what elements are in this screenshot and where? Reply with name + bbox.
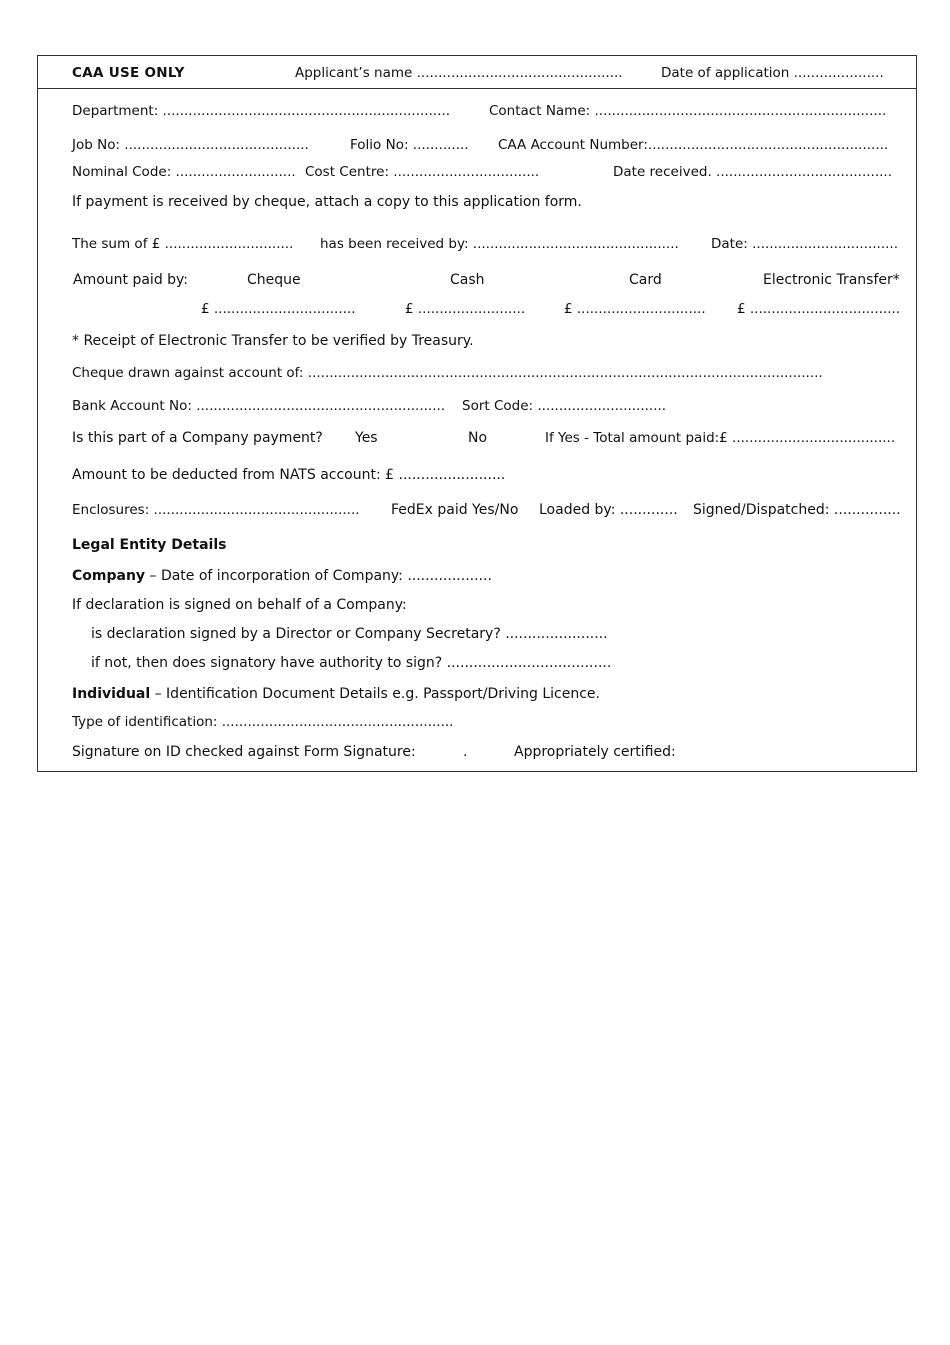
applicant-name-field[interactable]: Applicant’s name ................................................ xyxy=(295,65,623,81)
signatory-authority-field[interactable]: if not, then does signatory have authority to sign? ..................................... xyxy=(91,655,612,671)
method-card: Card xyxy=(629,272,662,288)
received-by-field[interactable]: has been received by: ................................................ xyxy=(320,236,679,252)
sum-field[interactable]: The sum of £ .............................. xyxy=(72,236,294,252)
method-cheque: Cheque xyxy=(247,272,301,288)
individual-label: Individual xyxy=(72,686,151,702)
bank-account-no-field[interactable]: Bank Account No: .......................................................... xyxy=(72,398,446,414)
signed-dispatched-field[interactable]: Signed/Dispatched: ............... xyxy=(693,502,901,518)
cheque-amount-field[interactable]: £ ................................. xyxy=(201,301,356,317)
method-cash: Cash xyxy=(450,272,485,288)
nominal-code-field[interactable]: Nominal Code: ............................ xyxy=(72,164,296,180)
individual-line xyxy=(72,685,600,703)
signature-checked-label: Signature on ID checked against Form Signature: xyxy=(72,744,416,760)
type-of-identification-field[interactable]: Type of identification: ...................................................... xyxy=(72,714,454,730)
cheque-drawn-field[interactable]: Cheque drawn against account of: ........................................................................................................................ xyxy=(72,365,823,381)
cheque-copy-note: If payment is received by cheque, attach a copy to this application form. xyxy=(72,194,582,210)
enclosures-field[interactable]: Enclosures: ................................................ xyxy=(72,502,360,518)
fedex-paid-field[interactable]: FedEx paid Yes/No xyxy=(391,502,519,518)
job-no-field[interactable]: Job No: ........................................... xyxy=(72,137,309,153)
individual-text: – Identification Document Details e.g. Passport/Driving Licence. xyxy=(150,686,600,702)
transfer-amount-field[interactable]: £ ................................... xyxy=(737,301,901,317)
amount-paid-by-label: Amount paid by: xyxy=(73,272,189,288)
behalf-of-company-label: If declaration is signed on behalf of a Company: xyxy=(72,597,407,613)
electronic-transfer-note: * Receipt of Electronic Transfer to be verified by Treasury. xyxy=(72,333,474,349)
method-electronic-transfer: Electronic Transfer* xyxy=(763,272,900,288)
caa-use-only-label: CAA USE ONLY xyxy=(72,65,185,81)
caa-account-number-field[interactable]: CAA Account Number:........................................................ xyxy=(498,137,889,153)
cost-centre-field[interactable]: Cost Centre: .................................. xyxy=(305,164,540,180)
company-incorporation-text: – Date of incorporation of Company: ................... xyxy=(145,568,492,584)
folio-no-field[interactable]: Folio No: ............. xyxy=(350,137,469,153)
nats-deduction-field[interactable]: Amount to be deducted from NATS account: £ ........................ xyxy=(72,467,506,483)
total-amount-paid-field[interactable]: If Yes - Total amount paid:£ ...................................... xyxy=(545,430,896,446)
date-received-field[interactable]: Date received. ......................................... xyxy=(613,164,892,180)
legal-entity-heading: Legal Entity Details xyxy=(72,537,227,553)
company-incorporation-line[interactable] xyxy=(72,567,492,585)
appropriately-certified-label: Appropriately certified: xyxy=(514,744,676,760)
signature-checked-dot[interactable]: . xyxy=(463,744,468,760)
company-payment-yes[interactable]: Yes xyxy=(355,430,378,446)
date-of-application-field[interactable]: Date of application ..................... xyxy=(661,65,884,81)
sort-code-field[interactable]: Sort Code: .............................. xyxy=(462,398,667,414)
loaded-by-field[interactable]: Loaded by: ............. xyxy=(539,502,678,518)
company-payment-no[interactable]: No xyxy=(468,430,488,446)
company-payment-question: Is this part of a Company payment? xyxy=(72,430,323,446)
contact-name-field[interactable]: Contact Name: .................................................................... xyxy=(489,103,887,119)
cash-amount-field[interactable]: £ ......................... xyxy=(405,301,526,317)
card-amount-field[interactable]: £ .............................. xyxy=(564,301,706,317)
department-field[interactable]: Department: ................................................................... xyxy=(72,103,451,119)
date-field[interactable]: Date: .................................. xyxy=(711,236,899,252)
header-divider xyxy=(37,88,917,89)
director-secretary-field[interactable]: is declaration signed by a Director or Company Secretary? ....................... xyxy=(91,626,608,642)
company-label: Company xyxy=(72,568,146,584)
